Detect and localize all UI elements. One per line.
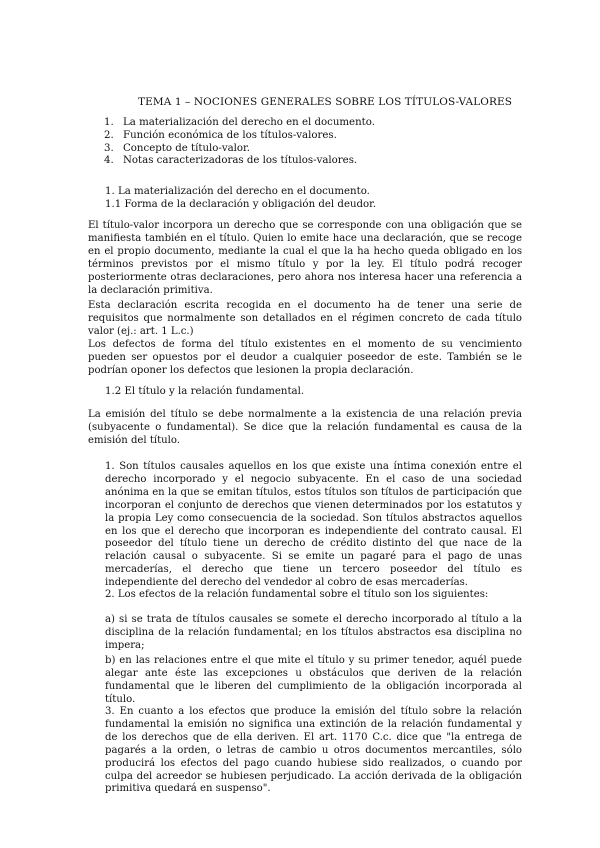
table-of-contents bbox=[104, 117, 375, 168]
toc-item bbox=[104, 143, 375, 156]
section-1-heading: 1. La materialización del derecho en el documento. bbox=[105, 186, 370, 197]
document-title: TEMA 1 – NOCIONES GENERALES SOBRE LOS TÍTULOS-VALORES bbox=[138, 96, 513, 108]
toc-item bbox=[104, 117, 375, 130]
toc-number: 1. bbox=[104, 117, 114, 128]
paragraph-fundamental-relation: La emisión del título se debe normalmente a la existencia de una relación previa (subyacente o fundamental). Se dice que la relación fundamental es causa de la emisión del título. bbox=[88, 409, 522, 446]
toc-item bbox=[104, 130, 375, 143]
paragraph-causal-titles: 1. Son títulos causales aquellos en los que existe una íntima conexión entre el derecho incorporado y el negocio subyacente. En el caso de una sociedad anónima en la que se emitan títulos, estos títulos son títulos de participación que incorporan el conjunto de derechos que vienen determinados por los estatutos y la propia Ley como consecuencia de la sociedad. Son títulos abstractos aquellos en los que el derecho que incorporan es independiente del contrato causal. El poseedor del título tiene un derecho de crédito distinto del que nace de la relación causal o subyacente. Si se emite un pagaré para el pago de unas mercaderías, el derecho que tiene un tercero poseedor del título es independiente del derecho del vendedor al cobro de esas mercaderías. bbox=[105, 461, 522, 589]
toc-number: 2. bbox=[104, 129, 114, 141]
paragraph-effects-intro: 2. Los efectos de la relación fundamental sobre el título son los siguientes: bbox=[105, 589, 489, 600]
toc-item bbox=[104, 155, 375, 168]
section-1-1-heading: 1.1 Forma de la declaración y obligación del deudor. bbox=[105, 199, 377, 210]
toc-label: La materialización del derecho en el documento. bbox=[123, 117, 375, 128]
toc-label: Notas caracterizadoras de los títulos-valores. bbox=[123, 155, 358, 167]
toc-number: 3. bbox=[104, 142, 114, 154]
paragraph-effect-a: a) si se trata de títulos causales se somete el derecho incorporado al título a la disciplina de la relación fundamental; en los títulos abstractos esa disciplina no impera; bbox=[105, 614, 522, 651]
paragraph-effect-b: b) en las relaciones entre el que mite el título y su primer tenedor, aquél puede alegar ante éste las excepciones u obstáculos que deriven de la relación fundamental que le liberen del cumplimiento de la obligación incorporada al título. bbox=[105, 655, 522, 705]
section-1-2-heading: 1.2 El título y la relación fundamental. bbox=[105, 386, 305, 397]
toc-label: Concepto de título-valor. bbox=[123, 142, 251, 154]
toc-label: Función económica de los títulos-valores. bbox=[123, 129, 337, 141]
toc-number: 4. bbox=[104, 155, 114, 167]
paragraph-requirements: Esta declaración escrita recogida en el documento ha de tener una serie de requisitos que normalmente son detallados en el régimen concreto de cada título valor (ej.: art. 1 L.c.) bbox=[88, 300, 522, 337]
paragraph-declaration: El título-valor incorpora un derecho que se corresponde con una obligación que se manifiesta también en el título. Quien lo emite hace una declaración, que se recoge en el propio documento, mediante la cual el que la ha hecho queda obligado en los términos previstos por el mismo título y por la ley. El título podrá recoger posteriormente otras declaraciones, pero ahora nos interesa hacer una referencia a la declaración primitiva. bbox=[88, 220, 522, 296]
paragraph-form-defects: Los defectos de forma del título existentes en el momento de su vencimiento pueden ser opuestos por el deudor a cualquier poseedor de este. También se le podrían oponer los defectos que lesionen la propia declaración. bbox=[88, 339, 522, 376]
paragraph-emission-effects: 3. En cuanto a los efectos que produce la emisión del título sobre la relación fundamental la emisión no significa una extinción de la relación fundamental y de los derechos que de ella deriven. El art. 1170 C.c. dice que "la entrega de pagarés a la orden, o letras de cambio u otros documentos mercantiles, sólo producirá los efectos del pago cuando hubiese sido realizados, o cuando por culpa del acreedor se hubiesen perjudicado. La acción derivada de la obligación primitiva quedará en suspenso". bbox=[105, 706, 522, 795]
